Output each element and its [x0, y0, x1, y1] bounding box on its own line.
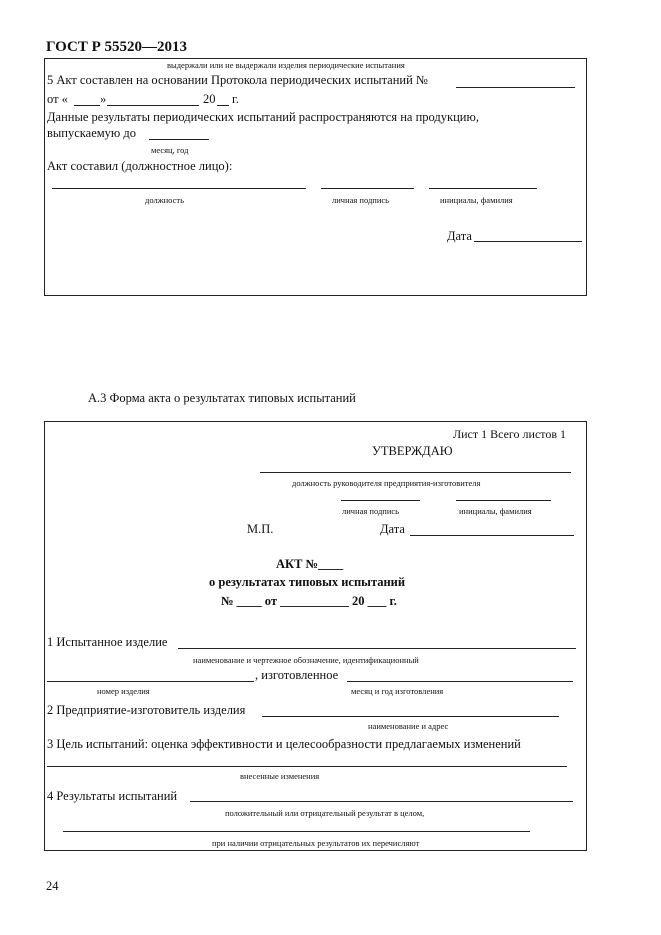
- item1-label: 1 Испытанное изделие: [47, 635, 168, 649]
- caption-item-name: наименование и чертежное обозначение, идентификационный: [193, 655, 419, 665]
- caption-name-address: наименование и адрес: [368, 721, 449, 731]
- document-code: ГОСТ Р 55520—2013: [46, 39, 188, 55]
- caption-head-initials: инициалы, фамилия: [459, 506, 532, 516]
- act-number-line: № ____ от ___________ 20 ___ г.: [221, 594, 397, 608]
- caption-signature: личная подпись: [332, 195, 390, 205]
- act-subtitle: о результатах типовых испытаний: [209, 575, 406, 589]
- caption-month-year: месяц, год: [151, 145, 189, 155]
- approve-date-field[interactable]: [410, 535, 574, 536]
- protocol-number-field[interactable]: [456, 87, 575, 88]
- item5-date-prefix: от «: [47, 92, 68, 106]
- produced-until-field[interactable]: [149, 139, 209, 140]
- form-top-box: [44, 58, 587, 296]
- caption-passed: выдержали или не выдержали изделия периодические испытания: [167, 60, 405, 70]
- section-title: А.3 Форма акта о результатах типовых испытаний: [88, 391, 356, 405]
- page-number: 24: [46, 879, 59, 893]
- caption-head-signature: личная подпись: [342, 506, 400, 516]
- item5-year: 20: [203, 92, 216, 106]
- sheet-info: Лист 1 Всего листов 1: [453, 427, 567, 441]
- item1-field[interactable]: [178, 648, 576, 649]
- item-number-field[interactable]: [47, 681, 254, 682]
- date-field[interactable]: [474, 241, 582, 242]
- approve-date-label: Дата: [380, 522, 405, 536]
- caption-manufacture-date: месяц и год изготовления: [351, 686, 444, 696]
- item6-text-b: выпускаемую до: [47, 126, 137, 140]
- item4-label: 4 Результаты испытаний: [47, 789, 178, 803]
- initials-field[interactable]: [429, 188, 537, 189]
- act-title: АКТ №____: [276, 557, 344, 571]
- item5-year-suffix: г.: [232, 92, 239, 106]
- item3-label: 3 Цель испытаний: оценка эффективности и целесообразности предлагаемых изменений: [47, 737, 521, 751]
- item4-field-2[interactable]: [63, 831, 530, 832]
- item6-text: Данные результаты периодических испытаний распространяются на продукцию,: [47, 110, 479, 124]
- signature-field[interactable]: [321, 188, 414, 189]
- item5-date-quote: »: [100, 92, 107, 106]
- caption-initials: инициалы, фамилия: [440, 195, 513, 205]
- item5-text: 5 Акт составлен на основании Протокола периодических испытаний №: [47, 73, 428, 87]
- position-field[interactable]: [52, 188, 306, 189]
- item4-field[interactable]: [190, 801, 573, 802]
- compiled-by-text: Акт составил (должностное лицо):: [47, 159, 233, 173]
- day-field[interactable]: [74, 105, 100, 106]
- stamp-label: М.П.: [247, 522, 274, 536]
- caption-position: должность: [145, 195, 184, 205]
- head-position-field[interactable]: [260, 472, 571, 473]
- manufacture-date-field[interactable]: [347, 681, 573, 682]
- month-field[interactable]: [107, 105, 199, 106]
- caption-negative: при наличии отрицательных результатов их перечисляют: [212, 838, 420, 848]
- item2-field[interactable]: [262, 716, 559, 717]
- caption-result: положительный или отрицательный результат в целом,: [225, 808, 425, 818]
- approve-label: УТВЕРЖДАЮ: [372, 444, 453, 458]
- item2-label: 2 Предприятие-изготовитель изделия: [47, 703, 246, 717]
- head-initials-field[interactable]: [456, 500, 551, 501]
- caption-head-position: должность руководителя предприятия-изготовителя: [292, 478, 481, 488]
- year-field[interactable]: [217, 105, 229, 106]
- date-label: Дата: [447, 229, 472, 243]
- caption-changes: внесенные изменения: [240, 771, 320, 781]
- caption-item-number: номер изделия: [97, 686, 150, 696]
- head-signature-field[interactable]: [341, 500, 420, 501]
- item3-field[interactable]: [47, 766, 567, 767]
- manufactured-label: , изготовленное: [255, 668, 339, 682]
